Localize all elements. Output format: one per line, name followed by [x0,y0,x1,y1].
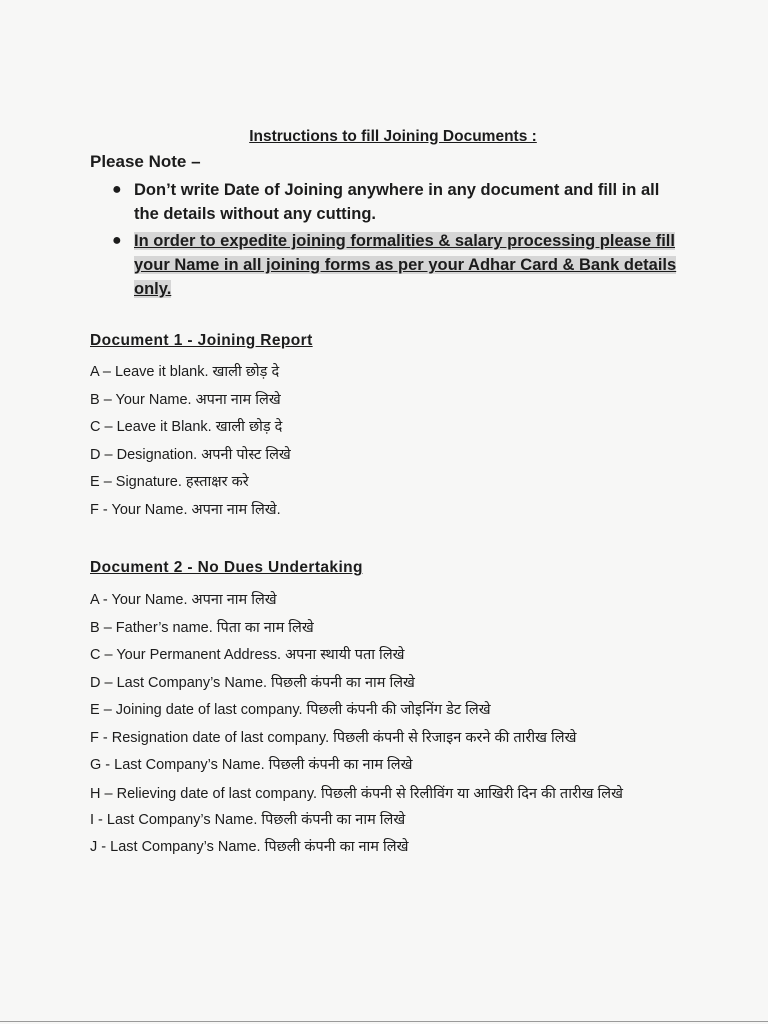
list-item: E – Joining date of last company. पिछली कंपनी की जोइनिंग डेट लिखे [90,702,491,718]
list-item: J - Last Company’s Name. पिछली कंपनी का नाम लिखे [90,839,409,855]
list-item: A - Your Name. अपना नाम लिखे [90,592,277,608]
list-item: H – Relieving date of last company. पिछली कंपनी से रिलीविंग या आखिरी दिन की तारीख लिखे [90,785,623,802]
scan-edge-line [0,1021,768,1022]
list-item: I - Last Company’s Name. पिछली कंपनी का नाम लिखे [90,811,406,828]
document-2-list [90,588,690,863]
list-item: D – Designation. अपनी पोस्ट लिखे [90,446,291,463]
note-bullet-1 [112,178,684,226]
list-item: F - Resignation date of last company. पिछली कंपनी से रिजाइन करने की तारीख लिखे [90,729,577,746]
list-item: F - Your Name. अपना नाम लिखे. [90,501,281,518]
bullet-dot-icon: ● [112,232,122,249]
list-item: A – Leave it blank. खाली छोड़ दे [90,364,280,380]
document-1-heading: Document 1 - Joining Report [90,332,313,349]
list-item: D – Last Company’s Name. पिछली कंपनी का नाम लिखे [90,674,415,691]
list-item: G - Last Company’s Name. पिछली कंपनी का नाम लिखे [90,757,413,773]
document-2-heading: Document 2 - No Dues Undertaking [90,559,363,576]
list-item: B – Father’s name. पिता का नाम लिखे [90,619,314,636]
list-item: C – Your Permanent Address. अपना स्थायी पता लिखे [90,647,405,663]
list-item: B – Your Name. अपना नाम लिखे [90,391,281,408]
bullet-dot-icon: ● [112,181,122,198]
note-bullet-text-highlighted: In order to expedite joining formalities & salary processing please fill your Name in all joining forms as per your Adhar Card & Bank details only. [134,232,677,298]
please-note-label: Please Note – [90,152,201,171]
document-1-list [90,360,690,525]
note-bullet-text: Don’t write Date of Joining anywhere in any document and fill in all the details without any cutting. [134,181,660,223]
page-title: Instructions to fill Joining Documents : [249,128,537,145]
note-bullet-2 [112,229,684,301]
list-item: C – Leave it Blank. खाली छोड़ दे [90,419,283,435]
list-item: E – Signature. हस्ताक्षर करे [90,474,249,490]
